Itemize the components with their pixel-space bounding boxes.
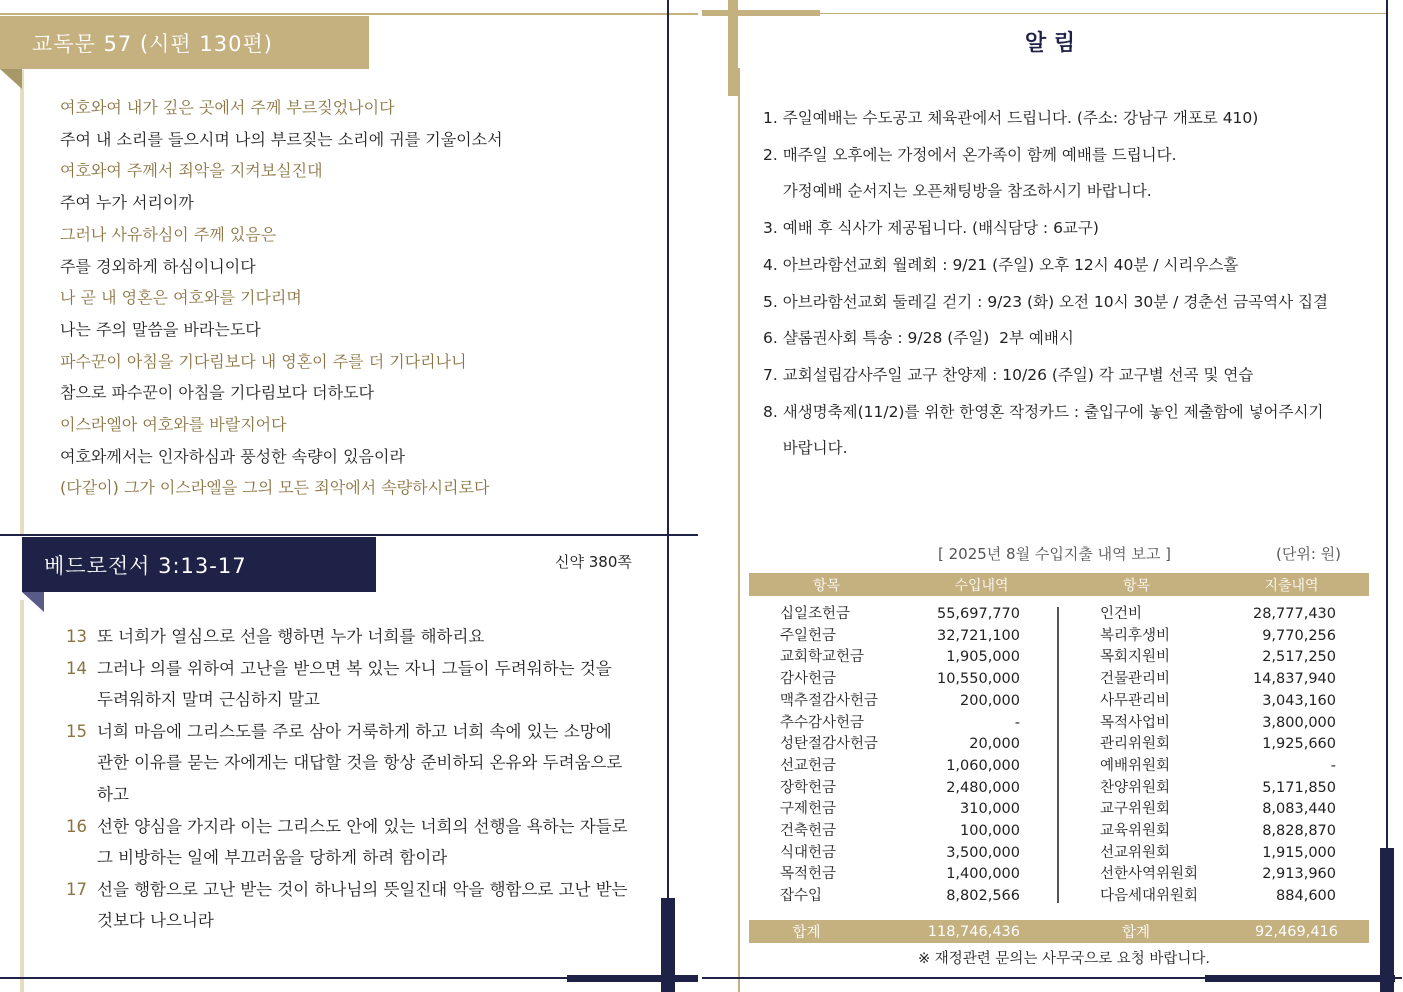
verse-text xyxy=(97,716,622,811)
income-item: 감사헌금 xyxy=(780,671,837,688)
psalm-header xyxy=(0,16,369,69)
verse-number: 16 xyxy=(66,816,87,836)
expense-amount: 1,925,660 xyxy=(1262,736,1336,753)
income-row xyxy=(780,691,1020,713)
notices-list xyxy=(763,100,1328,467)
expense-amount: 3,043,160 xyxy=(1262,692,1336,709)
income-item: 교회학교헌금 xyxy=(780,649,865,666)
expense-row xyxy=(1100,756,1336,778)
right-gold-rule xyxy=(738,68,740,992)
notice-item: 가정예배 순서지는 오픈채팅방을 참조하시기 바랍니다. xyxy=(763,182,1152,201)
expense-row xyxy=(1100,713,1336,735)
income-row xyxy=(780,756,1020,778)
expense-row xyxy=(1100,604,1336,626)
income-item: 주일헌금 xyxy=(780,627,837,644)
expense-item: 목회지원비 xyxy=(1100,649,1171,666)
verse-number: 14 xyxy=(66,658,87,678)
expense-amount: 8,828,870 xyxy=(1262,823,1336,840)
verse-line: 하고 xyxy=(97,784,129,804)
income-row xyxy=(780,734,1020,756)
expense-row xyxy=(1100,734,1336,756)
expense-item: 건물관리비 xyxy=(1100,671,1171,688)
expense-item: 목적사업비 xyxy=(1100,714,1171,731)
table-divider xyxy=(1057,607,1059,903)
income-amount: 100,000 xyxy=(960,823,1020,840)
scripture-verses xyxy=(66,621,646,937)
verse-number: 13 xyxy=(66,627,87,646)
expense-row xyxy=(1100,626,1336,648)
income-row xyxy=(780,821,1020,843)
right-cross-horizontal xyxy=(702,10,820,16)
verse xyxy=(66,653,646,716)
notice-item: 7. 교회설립감사주일 교구 찬양제 : 10/26 (주일) 각 교구별 선곡 및 연습 xyxy=(763,365,1254,384)
income-item: 식대헌금 xyxy=(780,844,837,861)
expense-item: 예배위원회 xyxy=(1100,757,1171,774)
expense-item: 선교위원회 xyxy=(1100,844,1171,861)
verse-text xyxy=(97,653,612,716)
finance-unit: (단위: 원) xyxy=(1276,545,1341,563)
left-shadow-rule xyxy=(20,70,24,535)
expense-total: 92,469,416 xyxy=(1254,923,1338,940)
left-page-middle-rule xyxy=(0,534,698,536)
psalm-line: 주여 누가 서리이까 xyxy=(60,193,194,213)
expense-row xyxy=(1100,647,1336,669)
income-item: 추수감사헌금 xyxy=(780,714,865,731)
expense-item: 선한사역위원회 xyxy=(1100,866,1199,883)
expense-item: 교구위원회 xyxy=(1100,801,1171,818)
verse xyxy=(66,621,646,653)
psalm-line: 나는 주의 말씀을 바라는도다 xyxy=(60,319,261,339)
expense-rows xyxy=(1100,604,1336,908)
expense-item: 복리후생비 xyxy=(1100,627,1171,644)
income-amount: 32,721,100 xyxy=(936,627,1020,644)
notice-item: 1. 주일예배는 수도공고 체육관에서 드립니다. (주소: 강남구 개포로 410) xyxy=(763,109,1259,127)
top-rule-left xyxy=(0,13,698,15)
verse xyxy=(66,716,646,811)
expense-amount: 28,777,430 xyxy=(1252,606,1336,622)
psalm-line: 주를 경외하게 하심이니이다 xyxy=(60,256,256,276)
header-item: 항목 xyxy=(812,577,841,594)
income-amount: 3,500,000 xyxy=(946,844,1020,861)
verse-line: 것보다 나으니라 xyxy=(97,911,214,931)
income-row xyxy=(780,799,1020,821)
income-item: 선교헌금 xyxy=(780,757,837,774)
expense-amount: 1,915,000 xyxy=(1262,844,1336,861)
income-amount: - xyxy=(1014,714,1020,731)
income-item: 구제헌금 xyxy=(780,801,837,818)
verse-line: 관한 이유를 묻는 자에게는 대답할 것을 항상 준비하되 온유와 두려움으로 xyxy=(97,753,623,773)
income-amount: 55,697,770 xyxy=(936,606,1020,622)
income-row xyxy=(780,669,1020,691)
income-row xyxy=(780,713,1020,735)
income-amount: 10,550,000 xyxy=(936,671,1020,688)
expense-row xyxy=(1100,691,1336,713)
verse-line: 그 비방하는 일에 부끄러움을 당하게 하려 함이라 xyxy=(97,848,448,868)
verse-line: 너희 마음에 그리스도를 주로 삼아 거룩하게 하고 너희 속에 있는 소망에 xyxy=(97,721,612,741)
income-row xyxy=(780,778,1020,800)
expense-item: 교육위원회 xyxy=(1100,823,1171,840)
verse-number: 15 xyxy=(66,721,87,741)
income-item: 건축헌금 xyxy=(780,823,837,840)
verse-text xyxy=(97,811,628,874)
income-item: 맥추절감사헌금 xyxy=(780,692,879,709)
scripture-header xyxy=(22,537,376,592)
expense-amount: 2,517,250 xyxy=(1262,649,1336,666)
expense-amount: 9,770,256 xyxy=(1262,627,1336,644)
finance-note: ※ 재정관련 문의는 사무국으로 요청 바랍니다. xyxy=(918,951,1210,967)
psalm-header-title: 교독문 57 (시편 130편) xyxy=(32,31,273,56)
verse-number: 17 xyxy=(66,879,87,899)
psalm-line: 주여 내 소리를 들으시며 나의 부르짖는 소리에 귀를 기울이소서 xyxy=(60,129,503,149)
psalm-line: 참으로 파수꾼이 아침을 기다림보다 더하도다 xyxy=(60,383,375,403)
psalm-line: 여호와여 내가 깊은 곳에서 주께 부르짖었나이다 xyxy=(60,98,395,117)
verse xyxy=(66,811,646,874)
verse-line: 또 너희가 열심으로 선을 행하면 누가 너희를 해하리요 xyxy=(97,627,485,646)
income-amount: 310,000 xyxy=(960,801,1020,818)
expense-row xyxy=(1100,843,1336,865)
finance-table-header xyxy=(749,573,1369,596)
left-corner-cross-h xyxy=(567,975,698,982)
notice-item: 6. 샬롬권사회 특송 : 9/28 (주일) 2부 예배시 xyxy=(763,329,1074,348)
verse-line: 선을 행함으로 고난 받는 것이 하나님의 뜻일진대 악을 행함으로 고난 받는 xyxy=(97,879,628,899)
notice-item: 3. 예배 후 식사가 제공됩니다. (배식담당 : 6교구) xyxy=(763,219,1099,238)
income-item: 십일조헌금 xyxy=(780,606,851,622)
expense-row xyxy=(1100,778,1336,800)
income-amount: 1,060,000 xyxy=(946,757,1020,774)
verse-line: 그러나 의를 위하여 고난을 받으면 복 있는 자니 그들이 두려워하는 것을 xyxy=(97,658,612,678)
left-shadow-rule-2 xyxy=(20,600,24,992)
verse-text xyxy=(97,874,628,937)
notice-item: 4. 아브라함선교회 월례회 : 9/21 (주일) 오후 12시 40분 / 시리우스홀 xyxy=(763,255,1239,274)
income-amount: 2,480,000 xyxy=(946,779,1020,796)
header-item: 항목 xyxy=(1122,577,1151,594)
income-amount: 8,802,566 xyxy=(946,888,1020,905)
expense-row xyxy=(1100,669,1336,691)
right-corner-cross-v xyxy=(1380,848,1394,992)
expense-item: 인건비 xyxy=(1100,606,1143,622)
header-income: 수입내역 xyxy=(954,577,1009,594)
verse xyxy=(66,874,646,937)
income-amount: 20,000 xyxy=(969,736,1020,753)
income-row xyxy=(780,626,1020,648)
left-page-vertical-rule xyxy=(667,0,669,992)
verse-line: 두려워하지 말며 근심하지 말고 xyxy=(97,690,320,710)
notice-item: 5. 아브라함선교회 둘레길 걷기 : 9/23 (화) 오전 10시 30분 / 경춘선 금곡역사 집결 xyxy=(763,292,1328,311)
income-row xyxy=(780,843,1020,865)
finance-title: [ 2025년 8월 수입지출 내역 보고 ] xyxy=(938,545,1171,563)
expense-row xyxy=(1100,799,1336,821)
responsive-reading xyxy=(60,92,503,504)
right-corner-cross-h xyxy=(1205,975,1395,982)
income-amount: 1,905,000 xyxy=(946,649,1020,666)
notice-item: 바랍니다. xyxy=(763,439,848,458)
notices-title: 알 림 xyxy=(1024,31,1076,56)
expense-amount: 14,837,940 xyxy=(1252,671,1336,688)
verse-text xyxy=(97,621,484,653)
expense-item: 찬양위원회 xyxy=(1100,779,1171,796)
scripture-page-ref: 신약 380쪽 xyxy=(555,553,632,571)
expense-amount: 3,800,000 xyxy=(1262,714,1336,731)
scripture-header-fold xyxy=(22,592,44,612)
total-label: 합계 xyxy=(1121,925,1150,941)
expense-amount: - xyxy=(1330,757,1336,774)
psalm-line: 여호와여 주께서 죄악을 지켜보실진대 xyxy=(60,161,323,181)
top-rule-right xyxy=(820,13,1387,14)
income-item: 잡수입 xyxy=(780,888,823,905)
expense-amount: 2,913,960 xyxy=(1262,866,1336,883)
psalm-line: 이스라엘아 여호와를 바랄지어다 xyxy=(60,415,287,435)
total-label: 합계 xyxy=(792,925,821,941)
expense-item: 관리위원회 xyxy=(1100,736,1171,753)
right-page-vertical-rule xyxy=(1386,0,1388,992)
finance-total-row xyxy=(749,920,1369,943)
income-item: 성탄절감사헌금 xyxy=(780,736,879,753)
verse-line: 선한 양심을 가지라 이는 그리스도 안에 있는 너희의 선행을 욕하는 자들로 xyxy=(97,816,628,836)
expense-item: 사무관리비 xyxy=(1100,692,1171,709)
income-item: 장학헌금 xyxy=(780,779,837,796)
psalm-header-fold xyxy=(0,69,22,89)
expense-row xyxy=(1100,886,1336,908)
notice-item: 2. 매주일 오후에는 가정에서 온가족이 함께 예배를 드립니다. xyxy=(763,145,1177,164)
psalm-line: 여호와께서는 인자하심과 풍성한 속량이 있음이라 xyxy=(60,446,405,466)
income-row xyxy=(780,864,1020,886)
expense-amount: 5,171,850 xyxy=(1262,779,1336,796)
income-amount: 200,000 xyxy=(960,692,1020,709)
scripture-header-title: 베드로전서 3:13-17 xyxy=(44,553,247,578)
income-row xyxy=(780,604,1020,626)
notice-item: 8. 새생명축제(11/2)를 위한 한영혼 작정카드 : 출입구에 놓인 제출함에 넣어주시기 xyxy=(763,402,1324,421)
income-rows xyxy=(780,604,1020,908)
expense-amount: 884,600 xyxy=(1276,888,1336,905)
psalm-line: 나 곧 내 영혼은 여호와를 기다리며 xyxy=(60,288,302,308)
income-item: 목적헌금 xyxy=(780,866,837,883)
income-row xyxy=(780,647,1020,669)
psalm-line: 그러나 사유하심이 주께 있음은 xyxy=(60,224,277,244)
expense-amount: 8,083,440 xyxy=(1262,801,1336,818)
expense-item: 다음세대위원회 xyxy=(1100,888,1199,905)
psalm-line: (다같이) 그가 이스라엘을 그의 모든 죄악에서 속량하시리로다 xyxy=(60,478,490,498)
expense-row xyxy=(1100,821,1336,843)
income-row xyxy=(780,886,1020,908)
header-expense: 지출내역 xyxy=(1264,577,1319,594)
income-amount: 1,400,000 xyxy=(946,866,1020,883)
income-total: 118,746,436 xyxy=(927,923,1020,940)
expense-row xyxy=(1100,864,1336,886)
psalm-line: 파수꾼이 아침을 기다림보다 내 영혼이 주를 더 기다리나니 xyxy=(60,351,467,371)
